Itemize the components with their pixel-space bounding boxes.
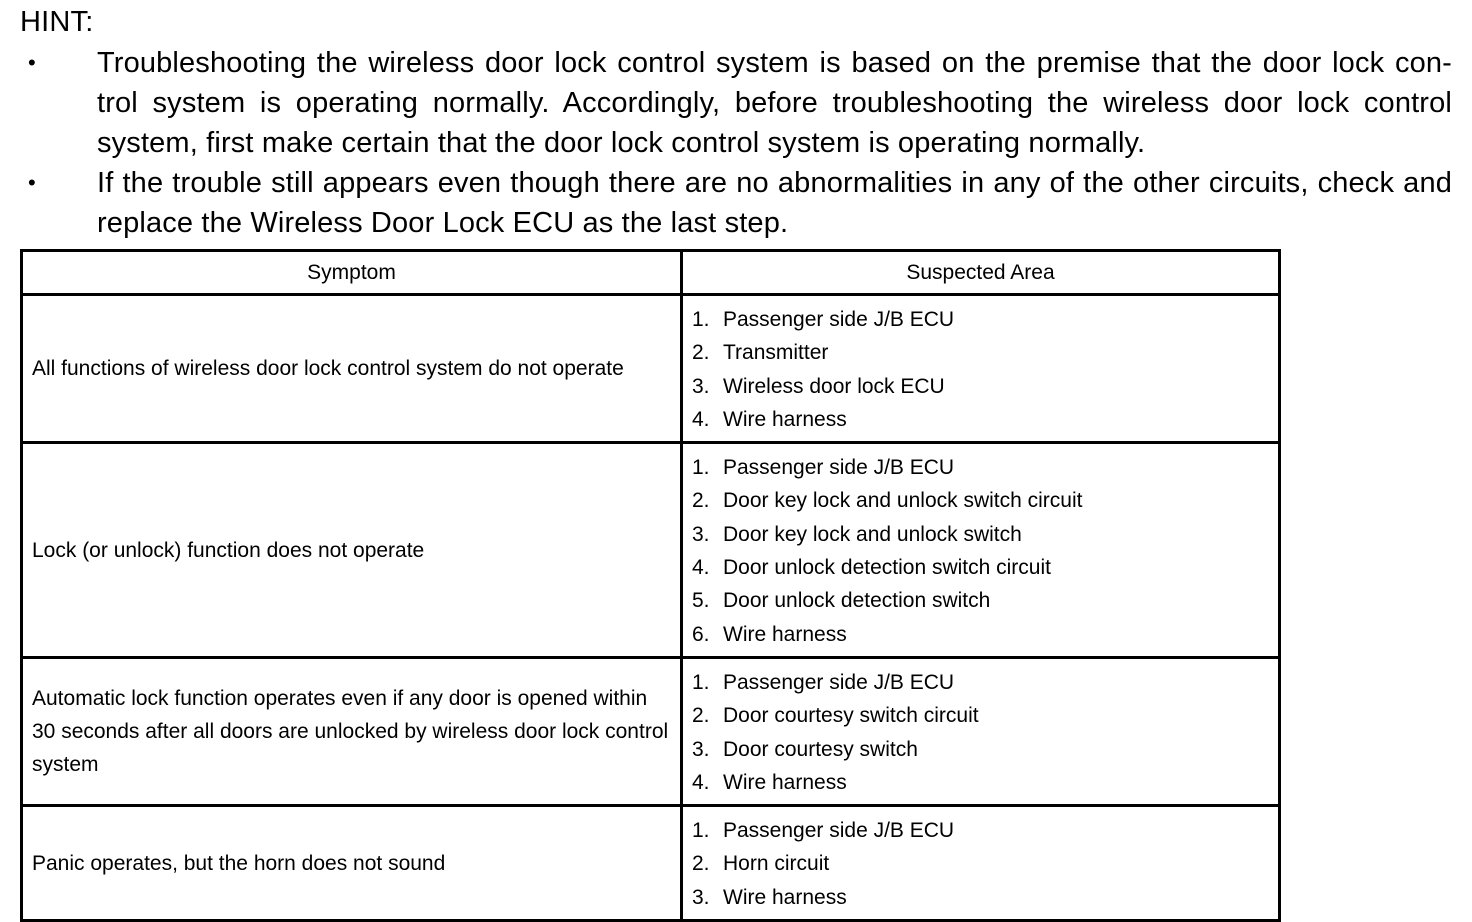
list-item-text: Wire harness [723, 770, 847, 794]
list-item [692, 518, 1278, 551]
table-row [22, 295, 1280, 443]
hint-heading: HINT: [20, 6, 94, 38]
bullet-icon: • [28, 170, 36, 195]
hint-bullet-text: If the trouble still appears even though there are no abnormalities in any of the other circuits, check and replace the Wireless Door Lock ECU as the last step. [97, 167, 1452, 239]
table-row [22, 806, 1280, 921]
list-item [692, 814, 1278, 847]
suspected-area-cell [682, 657, 1280, 805]
hint-bullet-text: Troubleshooting the wireless door lock control system is based on the premise that the door lock con-trol system is operating normally. Accordingly, before troubleshooting the wireless door lock control system, first make certain that the door lock control system is operating normally. [97, 47, 1452, 159]
suspected-area-column-header: Suspected Area [682, 251, 1280, 295]
list-number: 2. [692, 704, 710, 728]
list-item-text: Door unlock detection switch [723, 589, 991, 613]
list-number: 4. [692, 556, 710, 580]
list-item-text: Door key lock and unlock switch circuit [723, 489, 1083, 513]
table-header-row [22, 251, 1280, 295]
list-item [692, 451, 1278, 484]
list-item-text: Passenger side J/B ECU [723, 456, 955, 480]
list-number: 3. [692, 374, 710, 398]
list-number: 1. [692, 819, 710, 843]
hint-bullet-item [20, 43, 1452, 163]
list-item [692, 484, 1278, 517]
troubleshooting-table [20, 249, 1281, 922]
suspected-area-list [683, 807, 1278, 919]
hint-bullet-item [20, 163, 1452, 243]
list-item-text: Passenger side J/B ECU [723, 308, 955, 331]
list-item-text: Wire harness [723, 407, 847, 431]
list-number: 6. [692, 622, 710, 646]
symptom-column-header: Symptom [22, 251, 682, 295]
list-item [692, 551, 1278, 584]
list-number: 3. [692, 737, 710, 761]
list-item [692, 403, 1278, 436]
list-item [692, 881, 1278, 914]
list-item-text: Door courtesy switch circuit [723, 704, 979, 728]
suspected-area-list [683, 296, 1278, 441]
suspected-area-cell [682, 295, 1280, 443]
hint-bullet-list [20, 43, 1452, 243]
bullet-icon: • [28, 50, 36, 75]
list-item-text: Horn circuit [723, 852, 830, 876]
list-item [692, 370, 1278, 403]
symptom-cell: Automatic lock function operates even if any door is opened within 30 seconds after all doors are unlocked by wireless door lock control system [22, 657, 682, 805]
list-item-text: Passenger side J/B ECU [723, 819, 955, 843]
list-item [692, 847, 1278, 880]
list-item [692, 584, 1278, 617]
suspected-area-cell [682, 806, 1280, 921]
list-item [692, 336, 1278, 369]
list-number: 2. [692, 489, 710, 513]
list-number: 4. [692, 770, 710, 794]
list-number: 5. [692, 589, 710, 613]
list-number: 2. [692, 341, 710, 365]
symptom-cell: Panic operates, but the horn does not sound [22, 806, 682, 921]
list-item-text: Transmitter [723, 341, 829, 365]
list-number: 1. [692, 670, 710, 694]
list-item [692, 303, 1278, 336]
list-item-text: Door unlock detection switch circuit [723, 556, 1051, 580]
suspected-area-list [683, 659, 1278, 804]
list-number: 1. [692, 456, 710, 480]
list-item-text: Wire harness [723, 622, 847, 646]
list-item-text: Door key lock and unlock switch [723, 522, 1022, 546]
suspected-area-list [683, 444, 1278, 656]
list-item-text: Door courtesy switch [723, 737, 918, 761]
list-item [692, 666, 1278, 699]
list-item [692, 618, 1278, 651]
list-number: 1. [692, 308, 710, 331]
table-row [22, 657, 1280, 805]
table-row [22, 443, 1280, 658]
list-item-text: Passenger side J/B ECU [723, 670, 955, 694]
list-item-text: Wireless door lock ECU [723, 374, 945, 398]
list-number: 3. [692, 885, 710, 909]
list-item [692, 699, 1278, 732]
list-number: 3. [692, 522, 710, 546]
list-item-text: Wire harness [723, 885, 847, 909]
symptom-cell: All functions of wireless door lock control system do not operate [22, 295, 682, 443]
list-item [692, 733, 1278, 766]
suspected-area-cell [682, 443, 1280, 658]
list-item [692, 766, 1278, 799]
symptom-cell: Lock (or unlock) function does not operate [22, 443, 682, 658]
list-number: 4. [692, 407, 710, 431]
list-number: 2. [692, 852, 710, 876]
